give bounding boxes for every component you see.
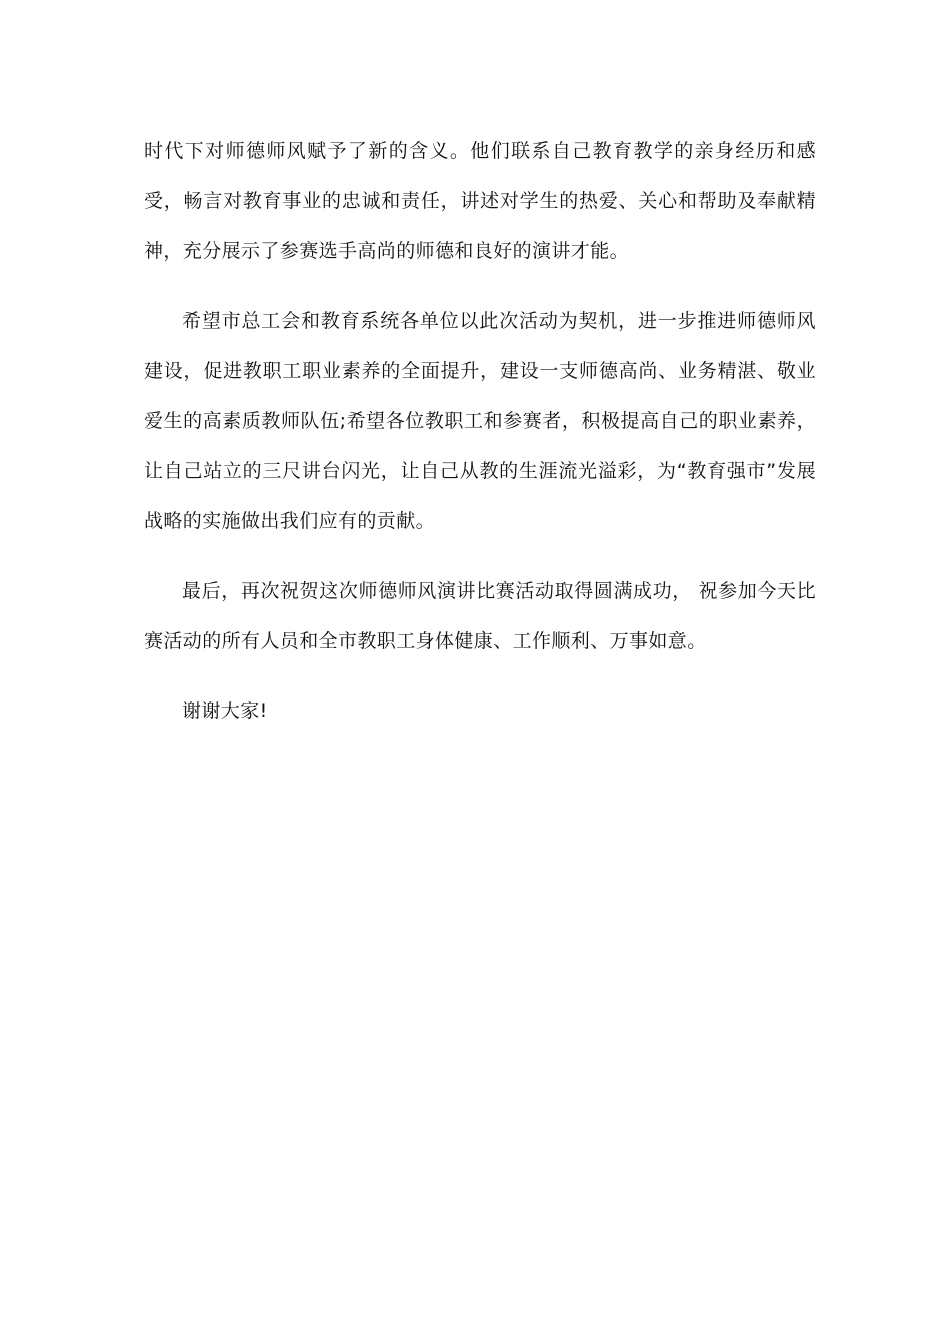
paragraph-thanks: 谢谢大家! bbox=[182, 700, 268, 722]
paragraph-hope: 希望市总工会和教育系统各单位以此次活动为契机，进一步推进师德师风建设，促进教职工职业素养的全面提升，建设一支师德高尚、业务精湛、敬业爱生的高素质教师队伍;希望各位教职工和参赛者，积极提高自己的职业素养，让自己站立的三尺讲台闪光，让自己从教的生涯流光溢彩，为“教育强市”发展战略的实施做出我们应有的贡献。 bbox=[144, 310, 816, 532]
document-body bbox=[144, 126, 816, 736]
paragraph-continuation: 时代下对师德师风赋予了新的含义。他们联系自己教育教学的亲身经历和感受，畅言对教育事业的忠诚和责任，讲述对学生的热爱、关心和帮助及奉献精神，充分展示了参赛选手高尚的师德和良好的演讲才能。 bbox=[144, 140, 816, 262]
paragraph-congratulations: 最后，再次祝贺这次师德师风演讲比赛活动取得圆满成功， 祝参加今天比赛活动的所有人员和全市教职工身体健康、工作顺利、万事如意。 bbox=[144, 580, 816, 652]
